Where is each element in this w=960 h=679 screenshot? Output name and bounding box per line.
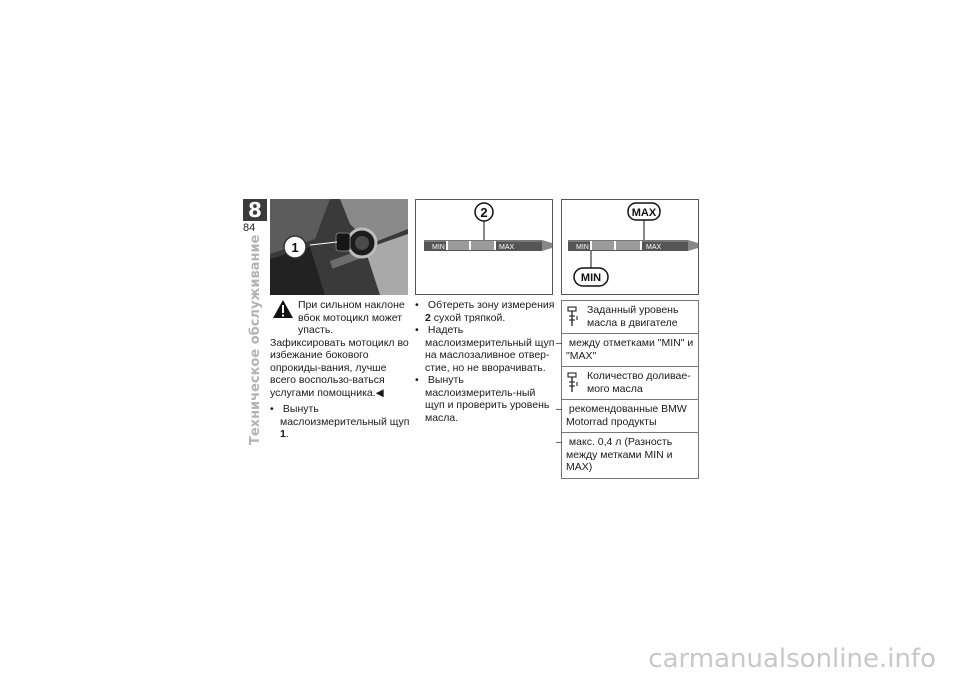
fixation-sentence: Зафиксировать мотоцикл во избежание бокового опрокиды-вания, лучше всего воспользо-ваться услугами помощника. bbox=[270, 336, 409, 399]
diagram2-min-label: MIN bbox=[432, 244, 445, 251]
warning-text: При сильном наклоне вбок мотоцикл может упасть. bbox=[298, 299, 405, 336]
level-value: между отметками "MIN" и "MAX" bbox=[566, 337, 694, 362]
oil-dipstick-icon bbox=[566, 370, 580, 394]
step-remove-dipstick bbox=[270, 403, 410, 441]
callout-max: MAX bbox=[631, 207, 657, 219]
callout-min: MIN bbox=[580, 272, 602, 284]
dipstick-minmax-illustration bbox=[562, 200, 698, 294]
step-wipe-rest: сухой тряпкой. bbox=[433, 311, 506, 324]
quantity-heading-cell bbox=[562, 367, 698, 400]
step-end: . bbox=[285, 428, 289, 440]
dipstick-zone-illustration bbox=[416, 200, 552, 294]
step-wipe bbox=[415, 299, 555, 324]
chapter-side-title: Техническое обслуживание bbox=[248, 234, 263, 445]
quantity-value-cell bbox=[562, 433, 698, 478]
chapter-number-badge: 8 bbox=[243, 199, 267, 221]
step-insert-text: Надеть маслоизмерительный щуп на маслозаливное отвер-стие, но не вворачивать. bbox=[425, 324, 555, 374]
column-2 bbox=[415, 299, 555, 424]
level-heading: Заданный уровень масла в двигателе bbox=[587, 304, 679, 329]
diagram3-max-label: MAX bbox=[646, 244, 662, 251]
oil-spec-table bbox=[561, 300, 699, 479]
level-heading-cell bbox=[562, 301, 698, 334]
engine-photo-illustration bbox=[270, 199, 408, 295]
level-value-cell bbox=[562, 334, 698, 367]
engine-photo bbox=[270, 199, 408, 295]
photo-callout-1: 1 bbox=[291, 240, 299, 255]
quantity-heading: Количество доливае-мого масла bbox=[587, 370, 691, 395]
oil-dipstick-icon bbox=[566, 304, 580, 328]
step-ref-1: 1 bbox=[280, 428, 286, 440]
end-mark-icon: ◀ bbox=[375, 386, 384, 399]
warning-block bbox=[270, 299, 410, 337]
quantity-recommend: рекомендованные BMW Motorrad продукты bbox=[566, 403, 687, 428]
step-insert bbox=[415, 324, 555, 374]
dipstick-diagram-zone bbox=[415, 199, 553, 295]
page-number: 84 bbox=[243, 222, 256, 234]
fixation-text bbox=[270, 337, 410, 400]
dipstick-diagram-minmax bbox=[561, 199, 699, 295]
warning-triangle-icon bbox=[272, 299, 294, 319]
column-1 bbox=[270, 299, 410, 441]
step-remove-dipstick-text: Вынуть маслоизмерительный щуп bbox=[280, 403, 410, 428]
diagram-callout-2: 2 bbox=[480, 205, 488, 220]
step-check-text: Вынуть маслоизмеритель-ный щуп и проверить уровень масла. bbox=[425, 374, 550, 424]
step-wipe-text: Обтереть зону измерения bbox=[427, 299, 555, 311]
step-wipe-ref: 2 bbox=[425, 311, 431, 324]
diagram2-max-label: MAX bbox=[499, 244, 515, 251]
watermark: carmanualsonline.info bbox=[648, 644, 936, 674]
quantity-value: макс. 0,4 л (Разность между метками MIN и MAX) bbox=[566, 436, 673, 473]
step-check bbox=[415, 374, 555, 424]
quantity-recommend-cell bbox=[562, 400, 698, 433]
diagram3-min-label: MIN bbox=[576, 244, 589, 251]
warning-text-lead bbox=[298, 299, 408, 337]
